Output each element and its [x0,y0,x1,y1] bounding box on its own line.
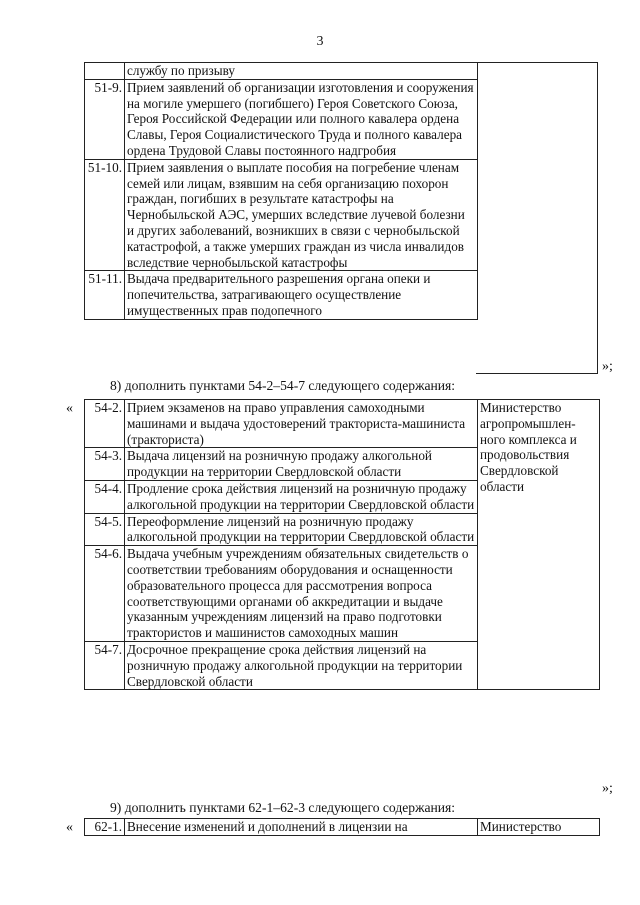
table-row [85,271,478,319]
item-number: 54-5. [85,513,125,546]
services-table-next [84,818,600,836]
table-row [85,63,478,80]
item-number: 54-2. [85,400,125,448]
opening-quote: « [66,820,73,835]
instruction-8: 8) дополнить пунктами 54-2–54-7 следующего содержания: [110,378,456,393]
page-number: 3 [316,34,324,49]
services-table-continued [84,62,478,320]
item-text: Продление срока действия лицензий на розничную продажу алкогольной продукции на территории Свердловской области [125,480,478,513]
opening-quote: « [66,401,73,416]
item-number: 54-6. [85,546,125,642]
item-number: 51-10. [85,159,125,271]
agency-column-blank [476,62,598,374]
item-text: Переоформление лицензий на розничную продажу алкогольной продукции на территории Свердловской области [125,513,478,546]
item-number: 51-11. [85,271,125,319]
item-text: Прием экзаменов на право управления самоходными машинами и выдача удостоверений тракториста-машиниста (тракториста) [125,400,478,448]
item-number: 62-1. [85,819,125,836]
table-row [85,79,478,159]
table-row [85,159,478,271]
responsible-ministry: Министерство агропромышлен-ного комплекса и продовольствия Свердловской области [478,400,600,690]
item-number: 54-3. [85,448,125,481]
instruction-9: 9) дополнить пунктами 62-1–62-3 следующего содержания: [110,800,456,815]
item-number: 51-9. [85,79,125,159]
table-row [85,819,600,836]
closing-quote: »; [602,781,613,796]
item-number: 54-4. [85,480,125,513]
closing-quote: »; [602,359,613,374]
table-row [85,400,600,448]
item-text: Прием заявления о выплате пособия на погребение членам семей или лицам, взявшим на себя организацию похорон граждан, погибших в результате катастрофы на Чернобыльской АЭС, умерших вследствие лучевой болезни и других заболеваний, возникших в связи с чернобыльской катастрофой, а также умерших граждан из числа инвалидов вследствие чернобыльской катастрофы [125,159,478,271]
item-text: службу по призыву [125,63,478,80]
services-table-alcohol [84,399,600,690]
item-text: Досрочное прекращение срока действия лицензий на розничную продажу алкогольной продукции на территории Свердловской области [125,641,478,689]
item-text: Выдача учебным учреждениям обязательных свидетельств о соответствии требованиям оборудования и оснащенности образовательного процесса для рассмотрения вопроса соответствующими органами об аккредитации и выдаче указанным учреждениям лицензий на право подготовки трактористов и машинистов самоходных машин [125,546,478,642]
item-text: Внесение изменений и дополнений в лицензии на [125,819,478,836]
item-number [85,63,125,80]
item-text: Выдача лицензий на розничную продажу алкогольной продукции на территории Свердловской области [125,448,478,481]
item-number: 54-7. [85,641,125,689]
item-text: Прием заявлений об организации изготовления и сооружения на могиле умершего (погибшего) Героя Советского Союза, Героя Российской Федерации или полного кавалера ордена Славы, Героя Социалистического Труда и полного кавалера ордена Трудовой Славы постоянного надгробия [125,79,478,159]
responsible-ministry: Министерство [478,819,600,836]
item-text: Выдача предварительного разрешения органа опеки и попечительства, затрагивающего осуществление имущественных прав подопечного [125,271,478,319]
